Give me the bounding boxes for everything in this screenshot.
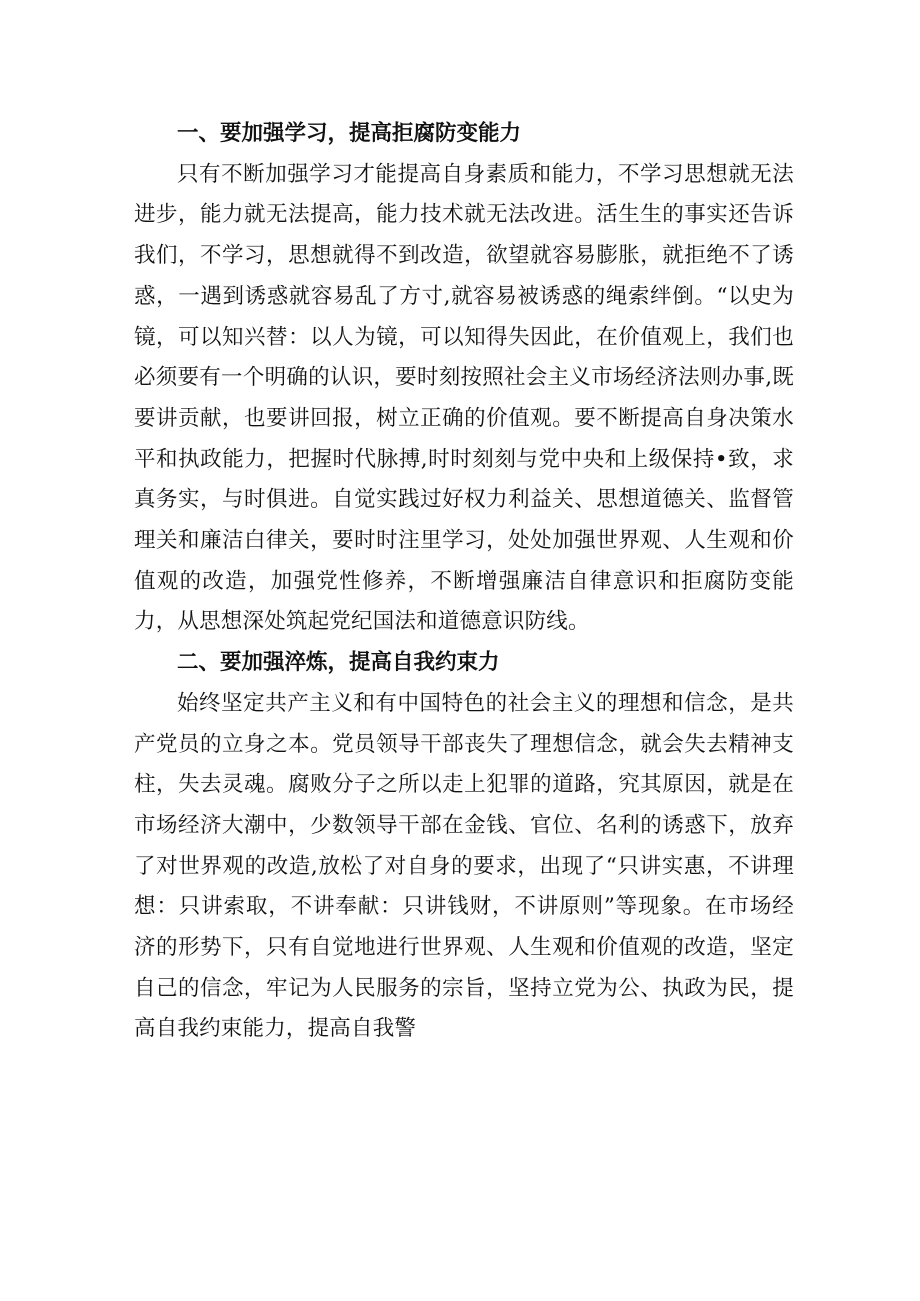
- document-body: [134, 114, 794, 1050]
- section-2-heading: 二、要加强淬炼，提高自我约束力: [177, 650, 500, 676]
- section-1-heading: 一、要加强学习，提高拒腐防变能力: [177, 121, 522, 146]
- section-1-paragraph: 只有不断加强学习才能提高自身素质和能力，不学习思想就无法进步，能力就无法提高，能力技术就无法改进。活生生的事实还告诉我们，不学习，思想就得不到改造，欲望就容易膨胀，就拒绝不了诱惑，一遇到诱惑就容易乱了方寸,就容易被诱惑的绳索绊倒。“以史为镜，可以知兴替：以人为镜，可以知得失因此，在价值观上，我们也必须要有一个明确的认识，要时刻按照社会主义市场经济法则办事,既要讲贡献，也要讲回报，树立正确的价值观。要不断提高自身决策水平和执政能力，把握时代脉搏,时时刻刻与党中央和上级保持•致，求真务实，与时俱进。自觉实践过好权力利益关、思想道德关、监督管理关和廉洁白律关，要时时注里学习，处处加强世界观、人生观和价值观的改造，加强党性修养，不断增强廉洁自律意识和拒腐防变能力，从思想深处筑起党纪国法和道德意识防线。: [134, 161, 794, 635]
- section-2-paragraph: 始终坚定共产主义和有中国特色的社会主义的理想和信念，是共产党员的立身之本。党员领导干部丧失了理想信念，就会失去精神支柱，失去灵魂。腐败分子之所以走上犯罪的道路，究其原因，就是在市场经济大潮中，少数领导干部在金钱、官位、名利的诱惑下，放弃了对世界观的改造,放松了对自身的要求，出现了“只讲实惠，不讲理想：只讲索取，不讲奉献：只讲钱财，不讲原则”等现象。在市场经济的形势下，只有自觉地进行世界观、人生观和价值观的改造，坚定自己的信念，牢记为人民服务的宗旨，坚持立党为公、执政为民，提高自我约束能力，提高自我警: [134, 690, 794, 1042]
